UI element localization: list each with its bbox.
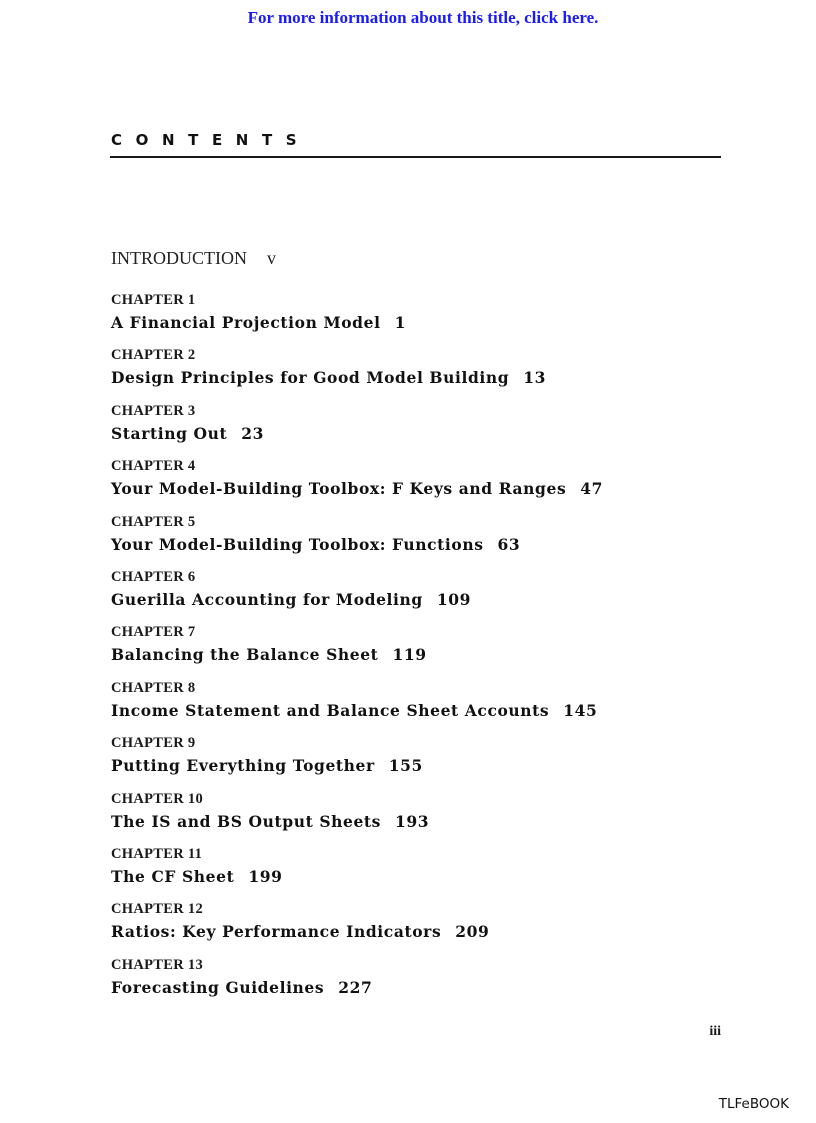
- toc-entry-chapter-3[interactable]: [111, 402, 603, 457]
- chapter-title-text: Income Statement and Balance Sheet Accounts: [111, 700, 550, 720]
- chapter-title-text: Your Model-Building Toolbox: F Keys and Ranges: [111, 479, 567, 499]
- toc-entry-chapter-12[interactable]: [111, 900, 603, 955]
- chapter-title: [111, 313, 603, 333]
- toc-entry-chapter-5[interactable]: [111, 513, 603, 568]
- watermark: TLFeBOOK: [718, 1096, 789, 1112]
- chapter-label: CHAPTER 4: [111, 458, 196, 475]
- chapter-title-text: Guerilla Accounting for Modeling: [111, 589, 423, 609]
- chapter-label: CHAPTER 8: [111, 679, 196, 696]
- chapter-page-number: 23: [241, 423, 265, 443]
- more-info-link[interactable]: For more information about this title, click here.: [247, 8, 599, 27]
- chapter-title-text: Your Model-Building Toolbox: Functions: [111, 534, 484, 554]
- chapter-title: [111, 368, 603, 388]
- chapter-title-text: Starting Out: [111, 423, 228, 443]
- chapter-page-number: 109: [436, 589, 471, 609]
- toc-entry-chapter-9[interactable]: [111, 734, 603, 789]
- toc-entry-chapter-6[interactable]: [111, 568, 603, 623]
- toc-entry-chapter-7[interactable]: [111, 623, 603, 678]
- toc-entry-chapter-11[interactable]: [111, 845, 603, 900]
- chapter-page-number: 13: [523, 368, 546, 388]
- introduction-label: INTRODUCTION: [111, 248, 247, 268]
- table-of-contents: [111, 291, 603, 1011]
- chapter-title-text: A Financial Projection Model: [111, 313, 381, 332]
- chapter-page-number: 155: [388, 756, 423, 776]
- chapter-title: [111, 424, 603, 444]
- toc-entry-introduction[interactable]: [111, 248, 276, 269]
- chapter-title-text: The IS and BS Output Sheets: [111, 811, 382, 831]
- chapter-title: [111, 978, 603, 998]
- chapter-page-number: 47: [580, 479, 604, 499]
- toc-entry-chapter-1[interactable]: [111, 291, 603, 346]
- chapter-label: CHAPTER 11: [111, 845, 203, 862]
- chapter-title: [111, 645, 603, 665]
- heading-rule: [110, 156, 721, 158]
- chapter-label: CHAPTER 3: [111, 402, 196, 419]
- chapter-label: CHAPTER 7: [111, 624, 196, 641]
- chapter-label: CHAPTER 1: [111, 292, 196, 308]
- chapter-title-text: The CF Sheet: [111, 866, 235, 886]
- chapter-title: [111, 922, 603, 942]
- chapter-title: [111, 812, 603, 832]
- chapter-title-text: Design Principles for Good Model Building: [111, 368, 510, 388]
- toc-entry-chapter-10[interactable]: [111, 790, 603, 845]
- chapter-title-text: Forecasting Guidelines: [111, 977, 325, 997]
- chapter-page-number: 63: [497, 534, 521, 554]
- chapter-label: CHAPTER 10: [111, 790, 204, 807]
- chapter-title: [111, 479, 603, 499]
- chapter-title: [111, 867, 603, 887]
- chapter-label: CHAPTER 5: [111, 513, 196, 530]
- chapter-label: CHAPTER 2: [111, 347, 196, 364]
- chapter-page-number: 199: [248, 866, 283, 886]
- chapter-label: CHAPTER 13: [111, 956, 204, 973]
- chapter-label: CHAPTER 6: [111, 568, 196, 585]
- toc-entry-chapter-13[interactable]: [111, 956, 603, 1011]
- chapter-page-number: 193: [395, 811, 430, 831]
- contents-heading: CONTENTS: [111, 131, 311, 149]
- chapter-title: [111, 701, 603, 721]
- chapter-page-number: 1: [394, 313, 406, 332]
- chapter-page-number: 227: [338, 977, 373, 997]
- chapter-title-text: Ratios: Key Performance Indicators: [111, 922, 442, 942]
- chapter-page-number: 209: [455, 922, 490, 942]
- chapter-page-number: 145: [563, 700, 598, 720]
- chapter-label: CHAPTER 9: [111, 735, 196, 752]
- introduction-page-number: v: [266, 248, 276, 268]
- chapter-title: [111, 590, 603, 610]
- toc-entry-chapter-2[interactable]: [111, 346, 603, 401]
- chapter-title: [111, 756, 603, 776]
- chapter-label: CHAPTER 12: [111, 901, 204, 918]
- chapter-page-number: 119: [392, 645, 427, 665]
- chapter-title-text: Putting Everything Together: [111, 756, 375, 776]
- chapter-title: [111, 535, 603, 555]
- chapter-title-text: Balancing the Balance Sheet: [111, 645, 379, 665]
- toc-entry-chapter-4[interactable]: [111, 457, 603, 512]
- toc-entry-chapter-8[interactable]: [111, 679, 603, 734]
- page-folio: iii: [709, 1024, 721, 1039]
